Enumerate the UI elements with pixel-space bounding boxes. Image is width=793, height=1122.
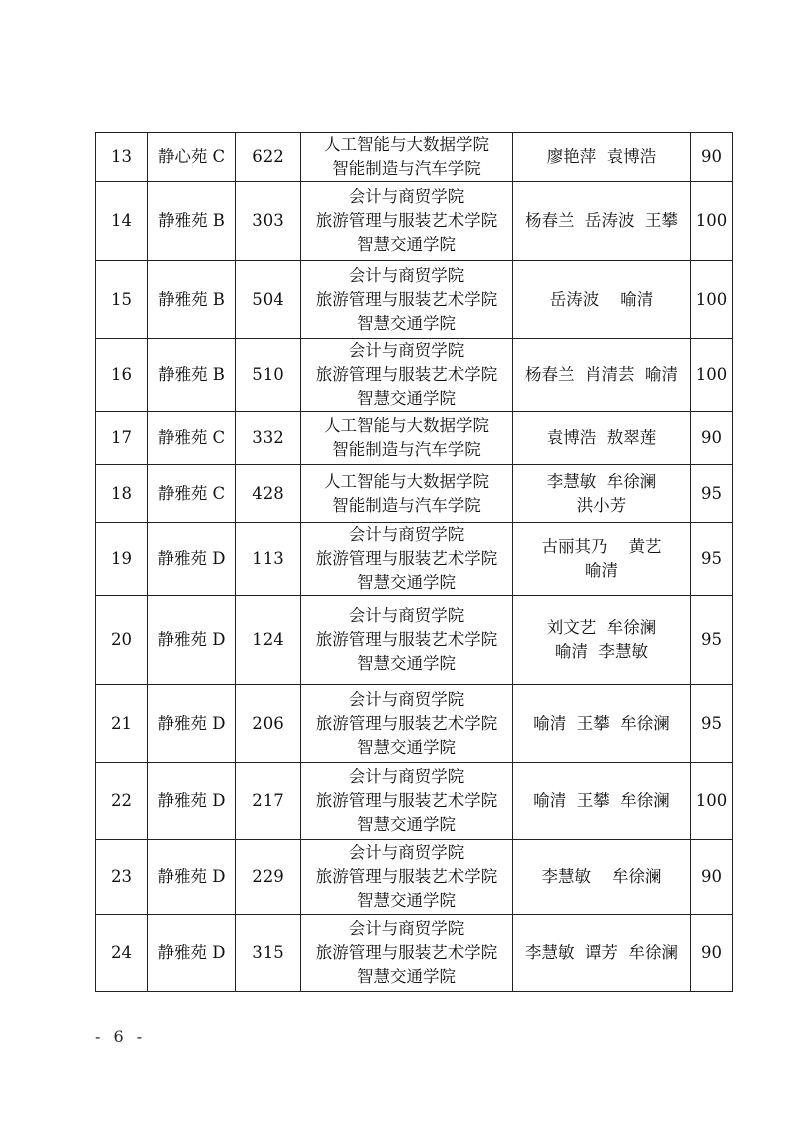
room-number-cell: 510: [236, 339, 301, 412]
inspector-line: 喻清: [585, 561, 618, 580]
table-row: [96, 465, 733, 523]
college-cell: [301, 840, 513, 915]
table-row: [96, 840, 733, 915]
college-line: 智慧交通学院: [357, 313, 456, 333]
college-line: 会计与商贸学院: [348, 606, 465, 625]
building-cell: 静雅苑 B: [148, 182, 236, 261]
room-number-cell: 315: [236, 915, 301, 992]
college-line: 智慧交通学院: [357, 737, 456, 757]
college-cell: [301, 915, 513, 992]
room-number-cell: 229: [236, 840, 301, 915]
inspector-cell: [513, 596, 691, 685]
score-cell: 95: [691, 685, 733, 763]
college-line: 会计与商贸学院: [348, 341, 465, 360]
college-line: 人工智能与大数据学院: [324, 471, 489, 491]
college-line: 会计与商贸学院: [348, 265, 465, 285]
table-row: [96, 596, 733, 685]
building-cell: 静雅苑 D: [148, 763, 236, 840]
college-line: 旅游管理与服装艺术学院: [315, 943, 498, 962]
table-body: [96, 133, 733, 992]
inspector-cell: [513, 763, 691, 840]
building-cell: 静雅苑 B: [148, 339, 236, 412]
dormitory-score-table: [95, 132, 733, 992]
table-row: [96, 412, 733, 465]
score-cell: 95: [691, 465, 733, 523]
score-cell: 100: [691, 339, 733, 412]
inspector-cell: [513, 339, 691, 412]
inspector-cell: [513, 465, 691, 523]
college-line: 智慧交通学院: [357, 573, 456, 592]
row-number-cell: 14: [96, 182, 148, 261]
row-number-cell: 17: [96, 412, 148, 465]
page-number: - 6 -: [95, 1027, 147, 1046]
table-row: [96, 915, 733, 992]
building-cell: 静雅苑 D: [148, 915, 236, 992]
college-cell: [301, 133, 513, 182]
college-cell: [301, 261, 513, 339]
inspector-line: 杨春兰 岳涛波 王攀: [525, 211, 678, 230]
room-number-cell: 113: [236, 523, 301, 596]
row-number-cell: 16: [96, 339, 148, 412]
college-cell: [301, 596, 513, 685]
row-number-cell: 24: [96, 915, 148, 992]
inspector-cell: [513, 412, 691, 465]
inspector-cell: [513, 915, 691, 992]
building-cell: 静雅苑 D: [148, 523, 236, 596]
college-line: 旅游管理与服装艺术学院: [315, 791, 498, 810]
table-row: [96, 339, 733, 412]
building-cell: 静心苑 C: [148, 133, 236, 182]
inspector-cell: [513, 685, 691, 763]
row-number-cell: 18: [96, 465, 148, 523]
building-cell: 静雅苑 C: [148, 465, 236, 523]
inspector-line: 袁博浩 敖翠莲: [546, 428, 657, 447]
room-number-cell: 124: [236, 596, 301, 685]
inspector-cell: [513, 840, 691, 915]
college-line: 会计与商贸学院: [348, 919, 465, 938]
college-line: 人工智能与大数据学院: [324, 416, 489, 435]
college-cell: [301, 465, 513, 523]
room-number-cell: 206: [236, 685, 301, 763]
room-number-cell: 622: [236, 133, 301, 182]
building-cell: 静雅苑 D: [148, 840, 236, 915]
college-line: 智慧交通学院: [357, 891, 456, 910]
college-line: 会计与商贸学院: [348, 187, 465, 206]
row-number-cell: 19: [96, 523, 148, 596]
table-row: [96, 182, 733, 261]
inspector-line: 杨春兰 肖清芸 喻清: [525, 365, 678, 384]
table-row: [96, 685, 733, 763]
building-cell: 静雅苑 D: [148, 685, 236, 763]
college-line: 智能制造与汽车学院: [332, 159, 481, 178]
score-cell: 100: [691, 182, 733, 261]
inspector-cell: [513, 261, 691, 339]
building-cell: 静雅苑 C: [148, 412, 236, 465]
row-number-cell: 15: [96, 261, 148, 339]
college-cell: [301, 182, 513, 261]
inspector-line: 刘文艺 牟徐澜: [546, 618, 657, 637]
inspector-line: 廖艳萍 袁博浩: [546, 147, 657, 166]
college-line: 会计与商贸学院: [348, 767, 465, 786]
table-row: [96, 261, 733, 339]
building-cell: 静雅苑 B: [148, 261, 236, 339]
inspector-line: 李慧敏 谭芳 牟徐澜: [525, 943, 678, 962]
inspector-line: 洪小芳: [576, 495, 627, 515]
row-number-cell: 23: [96, 840, 148, 915]
college-line: 旅游管理与服装艺术学院: [315, 289, 498, 309]
table-row: [96, 523, 733, 596]
college-cell: [301, 339, 513, 412]
college-line: 智慧交通学院: [357, 815, 456, 834]
room-number-cell: 504: [236, 261, 301, 339]
college-line: 旅游管理与服装艺术学院: [315, 365, 498, 384]
score-cell: 90: [691, 915, 733, 992]
college-cell: [301, 763, 513, 840]
inspector-line: 喻清 李慧敏: [555, 642, 648, 661]
score-cell: 95: [691, 596, 733, 685]
row-number-cell: 21: [96, 685, 148, 763]
row-number-cell: 13: [96, 133, 148, 182]
college-line: 会计与商贸学院: [348, 525, 465, 544]
college-line: 会计与商贸学院: [348, 843, 465, 862]
room-number-cell: 217: [236, 763, 301, 840]
inspector-line: 李慧敏 牟徐澜: [541, 867, 662, 886]
score-cell: 90: [691, 840, 733, 915]
college-line: 智慧交通学院: [357, 389, 456, 408]
college-line: 智能制造与汽车学院: [332, 440, 481, 459]
score-cell: 95: [691, 523, 733, 596]
building-cell: 静雅苑 D: [148, 596, 236, 685]
inspector-line: 古丽其乃 黄艺: [541, 537, 662, 556]
room-number-cell: 428: [236, 465, 301, 523]
inspector-cell: [513, 133, 691, 182]
inspector-cell: [513, 182, 691, 261]
college-line: 智慧交通学院: [357, 235, 456, 254]
college-line: 旅游管理与服装艺术学院: [315, 713, 498, 733]
inspector-cell: [513, 523, 691, 596]
college-line: 会计与商贸学院: [348, 689, 465, 709]
college-cell: [301, 523, 513, 596]
table-row: [96, 763, 733, 840]
college-line: 旅游管理与服装艺术学院: [315, 211, 498, 230]
college-cell: [301, 685, 513, 763]
score-cell: 90: [691, 133, 733, 182]
college-line: 旅游管理与服装艺术学院: [315, 867, 498, 886]
inspector-line: 岳涛波 喻清: [549, 289, 654, 309]
row-number-cell: 22: [96, 763, 148, 840]
college-cell: [301, 412, 513, 465]
inspector-line: 喻清 王攀 牟徐澜: [533, 791, 670, 810]
score-cell: 100: [691, 763, 733, 840]
college-line: 人工智能与大数据学院: [324, 135, 489, 154]
score-cell: 100: [691, 261, 733, 339]
score-cell: 90: [691, 412, 733, 465]
inspector-line: 喻清 王攀 牟徐澜: [533, 713, 670, 733]
college-line: 智慧交通学院: [357, 967, 456, 986]
inspector-line: 李慧敏 牟徐澜: [546, 471, 657, 491]
college-line: 智能制造与汽车学院: [332, 495, 481, 515]
college-line: 智慧交通学院: [357, 654, 456, 673]
room-number-cell: 303: [236, 182, 301, 261]
table-row: [96, 133, 733, 182]
room-number-cell: 332: [236, 412, 301, 465]
college-line: 旅游管理与服装艺术学院: [315, 630, 498, 649]
college-line: 旅游管理与服装艺术学院: [315, 549, 498, 568]
row-number-cell: 20: [96, 596, 148, 685]
